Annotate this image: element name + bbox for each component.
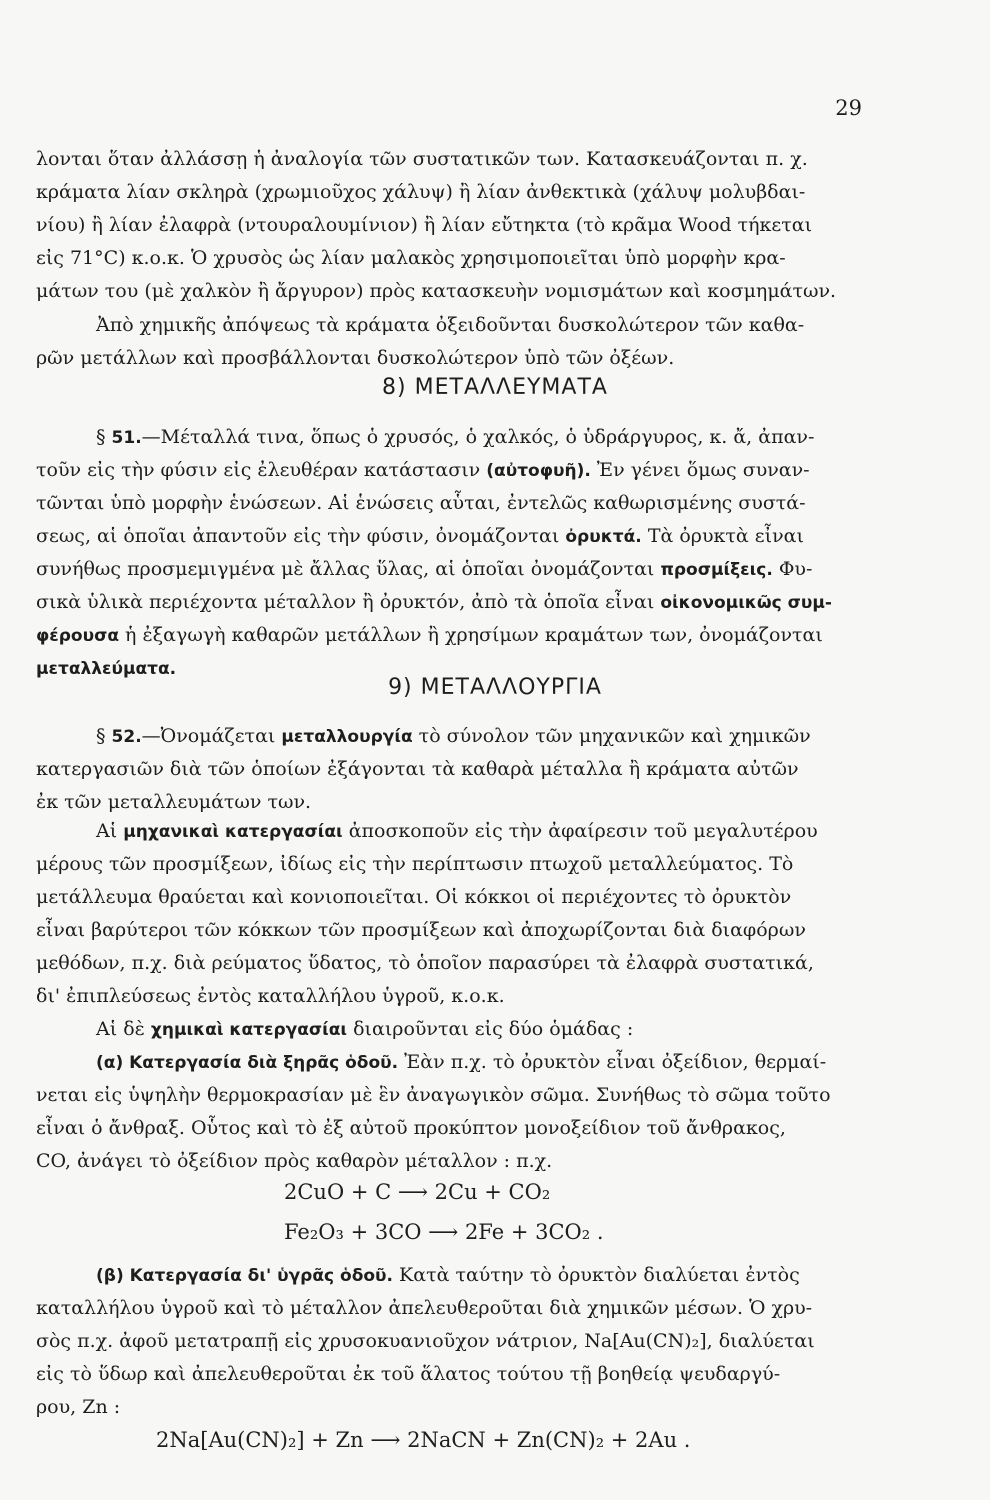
- text-line: [96, 818, 818, 845]
- section-heading-metalleumata: 8) ΜΕΤΑΛΛΕΥΜΑΤΑ: [382, 375, 608, 400]
- section-mark: §: [96, 725, 106, 747]
- text-line: μεθόδων, π.χ. διὰ ρεύματος ὕδατος, τὸ ὁποῖον παρασύρει τὰ ἐλαφρὰ συστατικά,: [36, 952, 814, 974]
- chemical-equation: 2CuO + C ⟶ 2Cu + CO₂: [284, 1180, 551, 1204]
- chemical-equation: 2Na[Au(CN)₂] + Zn ⟶ 2NaCN + Zn(CN)₂ + 2Au .: [156, 1428, 691, 1452]
- text-span: —Μέταλλά τινα, ὅπως ὁ χρυσός, ὁ χαλκός, ὁ ὑδράργυρος, κ. ἄ, ἀπαν-: [141, 426, 815, 448]
- text-line: [36, 457, 810, 484]
- text-line: εἰς τὸ ὕδωρ καὶ ἀπελευθεροῦται ἐκ τοῦ ἅλατος τούτου τῇ βοηθείᾳ ψευδαργύ-: [36, 1363, 781, 1385]
- text-line: δι' ἐπιπλεύσεως ἐντὸς καταλλήλου ὑγροῦ, κ.ο.κ.: [36, 985, 505, 1007]
- term-bold: φέρουσα: [36, 626, 120, 646]
- section-mark: §: [96, 426, 106, 448]
- text-span: τοῦν εἰς τὴν φύσιν εἰς ἐλευθέραν κατάστασιν: [36, 459, 481, 481]
- text-line: λονται ὅταν ἀλλάσσῃ ἡ ἀναλογία τῶν συστατικῶν των. Κατασκευάζονται π. χ.: [36, 148, 808, 170]
- term-bold: (β) Κατεργασία δι' ὑγρᾶς ὁδοῦ.: [96, 1266, 393, 1286]
- text-span: Ἐὰν π.χ. τὸ ὀρυκτὸν εἶναι ὀξείδιον, θερμαί-: [398, 1051, 827, 1073]
- text-span: ἡ ἐξαγωγὴ καθαρῶν μετάλλων ἢ χρησίμων κραμάτων των, ὀνομάζονται: [119, 624, 823, 646]
- section-52-line: [96, 723, 811, 750]
- text-line: κράματα λίαν σκληρὰ (χρωμιοῦχος χάλυψ) ἢ λίαν ἀνθεκτικὰ (χάλυψ μολυβδαι-: [36, 181, 806, 203]
- text-span: Φυ-: [772, 558, 813, 580]
- text-span: διαιροῦνται εἰς δύο ὁμάδας :: [347, 1018, 634, 1040]
- section-number: 52.: [111, 727, 142, 747]
- text-line: εἶναι βαρύτεροι τῶν κόκκων τῶν προσμίξεων καὶ ἀποχωρίζονται διὰ διαφόρων: [36, 919, 806, 941]
- text-line: [96, 1049, 826, 1076]
- text-span: Τὰ ὀρυκτὰ εἶναι: [641, 525, 804, 547]
- text-line: [36, 523, 804, 550]
- text-span: σεως, αἱ ὁποῖαι ἀπαντοῦν εἰς τὴν φύσιν, ὀνομάζονται: [36, 525, 560, 547]
- text-line: τῶνται ὑπὸ μορφὴν ἑνώσεων. Αἱ ἑνώσεις αὗται, ἐντελῶς καθωρισμένης συστά-: [36, 492, 806, 514]
- text-line: καταλλήλου ὑγροῦ καὶ τὸ μέταλλον ἀπελευθεροῦται διὰ χημικῶν μέσων. Ὁ χρυ-: [36, 1297, 813, 1319]
- term-bold: μεταλλουργία: [281, 727, 413, 747]
- text-line: κατεργασιῶν διὰ τῶν ὁποίων ἐξάγονται τὰ καθαρὰ μέταλλα ἢ κράματα αὐτῶν: [36, 758, 799, 780]
- text-line: σὸς π.χ. ἀφοῦ μετατραπῇ εἰς χρυσοκυανιοῦχον νάτριον, Na[Au(CN)₂], διαλύεται: [36, 1330, 815, 1352]
- text-line: νεται εἰς ὑψηλὴν θερμοκρασίαν μὲ ἓν ἀναγωγικὸν σῶμα. Συνήθως τὸ σῶμα τοῦτο: [36, 1084, 831, 1106]
- page-number: 29: [835, 96, 862, 120]
- section-number: 51.: [111, 428, 142, 448]
- text-line: [96, 1016, 633, 1043]
- text-span: συνήθως προσμεμιγμένα μὲ ἄλλας ὕλας, αἱ ὁποῖαι ὀνομάζονται: [36, 558, 655, 580]
- text-line: ρου, Zn :: [36, 1396, 121, 1418]
- text-line: μετάλλευμα θραύεται καὶ κονιοποιεῖται. Οἱ κόκκοι οἱ περιέχοντες τὸ ὀρυκτὸν: [36, 886, 792, 908]
- text-span: —Ὀνομάζεται: [141, 725, 276, 747]
- text-line: [36, 589, 832, 616]
- text-line: [96, 1262, 800, 1289]
- chemical-equation: Fe₂O₃ + 3CO ⟶ 2Fe + 3CO₂ .: [284, 1220, 604, 1244]
- section-heading-metallourgia: 9) ΜΕΤΑΛΛΟΥΡΓΙΑ: [388, 675, 602, 700]
- text-line: CO, ἀνάγει τὸ ὀξείδιον πρὸς καθαρὸν μέταλλον : π.χ.: [36, 1150, 553, 1172]
- text-line: εἶναι ὁ ἄνθραξ. Οὗτος καὶ τὸ ἐξ αὐτοῦ προκύπτον μονοξείδιον τοῦ ἄνθρακος,: [36, 1117, 786, 1139]
- text-line: μέρους τῶν προσμίξεων, ἰδίως εἰς τὴν περίπτωσιν πτωχοῦ μεταλλεύματος. Τὸ: [36, 853, 794, 875]
- text-span: ἀποσκοποῦν εἰς τὴν ἀφαίρεσιν τοῦ μεγαλυτέρου: [342, 820, 818, 842]
- text-line: μάτων του (μὲ χαλκὸν ἢ ἄργυρον) πρὸς κατασκευὴν νομισμάτων καὶ κοσμημάτων.: [36, 280, 837, 302]
- term-bold: ὀρυκτά.: [565, 527, 642, 547]
- text-line: εἰς 71°C) κ.ο.κ. Ὁ χρυσὸς ὡς λίαν μαλακὸς χρησιμοποιεῖται ὑπὸ μορφὴν κρα-: [36, 247, 786, 269]
- text-span: σικὰ ὑλικὰ περιέχοντα μέταλλον ἢ ὀρυκτόν, ἀπὸ τὰ ὁποῖα εἶναι: [36, 591, 655, 613]
- text-line: [36, 556, 812, 583]
- text-span: Αἱ δὲ: [96, 1018, 151, 1040]
- term-bold: (α) Κατεργασία διὰ ξηρᾶς ὁδοῦ.: [96, 1053, 399, 1073]
- text-span: τὸ σύνολον τῶν μηχανικῶν καὶ χημικῶν: [412, 725, 811, 747]
- term-bold: μηχανικαὶ κατεργασίαι: [123, 822, 343, 842]
- term-bold: μεταλλεύματα.: [36, 659, 177, 679]
- term-bold: (αὐτοφυῆ).: [486, 461, 591, 481]
- term-bold: προσμίξεις.: [660, 560, 773, 580]
- text-span: Κατὰ ταύτην τὸ ὀρυκτὸν διαλύεται ἐντὸς: [393, 1264, 800, 1286]
- text-span: Ἐν γένει ὅμως συναν-: [590, 459, 810, 481]
- text-line: [36, 622, 823, 649]
- text-line: Ἀπὸ χημικῆς ἀπόψεως τὰ κράματα ὀξειδοῦνται δυσκολώτερον τῶν καθα-: [96, 314, 805, 336]
- text-line: νίου) ἢ λίαν ἐλαφρὰ (ντουραλουμίνιον) ἢ λίαν εὔτηκτα (τὸ κρᾶμα Wood τήκεται: [36, 214, 813, 236]
- text-span: Αἱ: [96, 820, 124, 842]
- section-51-line: [96, 424, 814, 451]
- term-bold: χημικαὶ κατεργασίαι: [150, 1020, 348, 1040]
- text-line: ρῶν μετάλλων καὶ προσβάλλονται δυσκολώτερον ὑπὸ τῶν ὀξέων.: [36, 347, 675, 369]
- text-line: ἐκ τῶν μεταλλευμάτων των.: [36, 791, 312, 813]
- term-bold: οἰκονομικῶς συμ-: [660, 593, 832, 613]
